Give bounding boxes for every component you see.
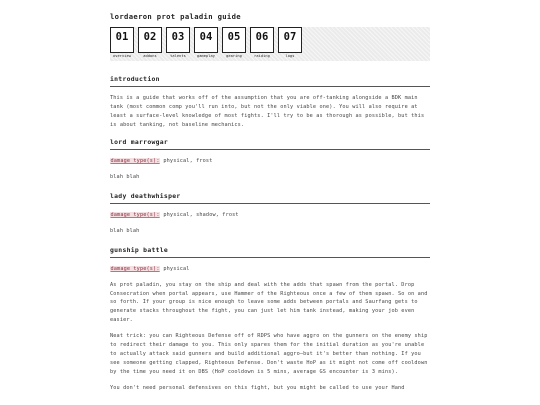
tab-label: overview bbox=[112, 54, 132, 58]
intro-paragraph: This is a guide that works off of the assumption that you are off-tanking alongside a BDK main tank (most common comp you'll run into, but not the only viable one). You will also require at least a surface-level knowledge of most fights. I'll try to be as thorough as possible, but this is about tanking, not baseline mechanics. bbox=[110, 95, 425, 128]
boss-note: blah blah bbox=[110, 227, 140, 234]
tab-number: 05 bbox=[227, 31, 241, 43]
section-introduction bbox=[110, 75, 430, 130]
tab-label: talents bbox=[170, 54, 186, 58]
boss-note: As prot paladin, you stay on the ship and deal with the adds that spawn from the portal. Drop Consecration when portal appears, use Hammer of the Righteous once a few of them spawn. So on and so forth. If your group is nice enough to leave some adds between portals and Saurfang gets to generate stacks throughout the fight, you can just let him tank instead, making your job even easier. bbox=[110, 281, 428, 324]
tab-number: 01 bbox=[115, 31, 129, 43]
tab-logs[interactable] bbox=[278, 27, 302, 58]
tab-label: raiding bbox=[254, 54, 270, 58]
page-title: lordaeron prot paladin guide bbox=[110, 12, 241, 21]
tab-number: 03 bbox=[171, 31, 185, 43]
tab-gearing[interactable] bbox=[222, 27, 246, 58]
damage-type-label: damage type(s): bbox=[110, 265, 160, 272]
boss-note: blah blah bbox=[110, 173, 140, 180]
tab-raiding[interactable] bbox=[250, 27, 274, 58]
section-heading: lady deathwhisper bbox=[110, 192, 430, 204]
boss-note: Neat trick: you can Righteous Defense off of RDPS who have aggro on the gunners on the enemy ship to redirect their damage to you. This only spares them for the initial duration as you're unable to actually attack said gunners and build additional aggro—but it's better than nothing. If you see someone getting clapped, Righteous Defense. Don't waste HoP as it might not come off cooldown by the time you need it on DBS (HoP cooldown is 5 mins, average GS encounter is 3 mins). bbox=[110, 333, 428, 375]
damage-type-values: physical, frost bbox=[160, 157, 213, 164]
damage-types bbox=[110, 265, 430, 273]
section-lord-marrowgar bbox=[110, 138, 430, 181]
nav-tabs bbox=[110, 27, 430, 61]
damage-types bbox=[110, 211, 430, 219]
section-heading: lord marrowgar bbox=[110, 138, 430, 150]
tab-label: gameplay bbox=[196, 54, 216, 58]
tab-gameplay[interactable] bbox=[194, 27, 218, 58]
guide-content bbox=[110, 12, 430, 400]
damage-type-label: damage type(s): bbox=[110, 211, 160, 218]
tab-talents[interactable] bbox=[166, 27, 190, 58]
tab-label: addons bbox=[143, 54, 157, 58]
tab-number: 02 bbox=[143, 31, 157, 43]
section-lady-deathwhisper bbox=[110, 192, 430, 235]
section-gunship-battle bbox=[110, 246, 430, 393]
damage-type-label: damage type(s): bbox=[110, 157, 160, 164]
boss-note: You don't need personal defensives on this fight, but you might be called to use your Hand bbox=[110, 384, 405, 391]
tab-label: logs bbox=[285, 54, 295, 58]
tab-number: 07 bbox=[283, 31, 297, 43]
tab-addons[interactable] bbox=[138, 27, 162, 58]
tab-number: 04 bbox=[199, 31, 213, 43]
damage-types bbox=[110, 157, 430, 165]
tab-label: gearing bbox=[226, 54, 242, 58]
tab-overview[interactable] bbox=[110, 27, 134, 58]
tab-number: 06 bbox=[255, 31, 269, 43]
damage-type-values: physical, shadow, frost bbox=[160, 211, 239, 218]
boss-list bbox=[110, 138, 430, 393]
damage-type-values: physical bbox=[160, 265, 190, 272]
section-heading: introduction bbox=[110, 75, 430, 87]
section-nav bbox=[110, 27, 430, 61]
section-heading: gunship battle bbox=[110, 246, 430, 258]
